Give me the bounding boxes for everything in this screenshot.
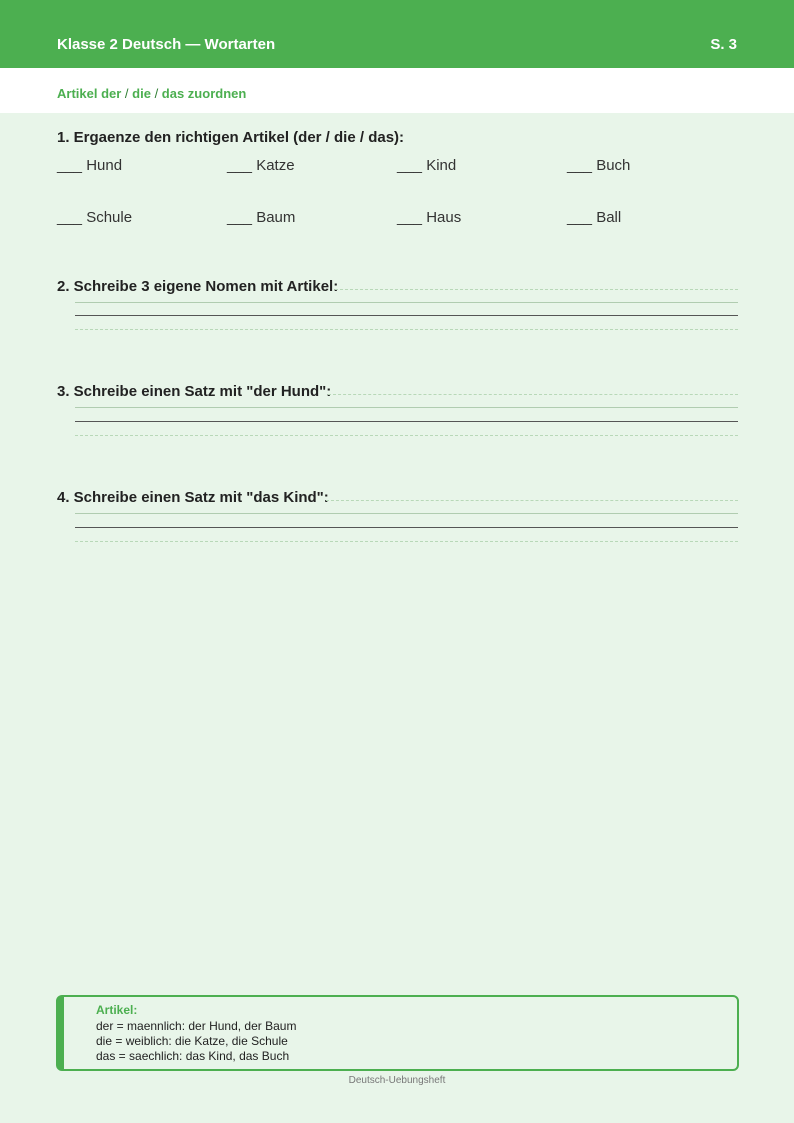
noun-word: Schule — [86, 209, 133, 226]
noun-word: Hund — [86, 157, 123, 174]
exercise-1-question: 1. Ergaenze den richtigen Artikel (der / die / das): — [57, 129, 405, 146]
writing-line-base — [75, 421, 738, 422]
noun-word: Haus — [426, 209, 462, 226]
noun-word: Katze — [256, 157, 295, 174]
writing-line-top — [75, 513, 738, 514]
subtitle-part-das: das zuordnen — [161, 86, 247, 101]
writing-line-bottom — [75, 329, 738, 330]
answer-blank[interactable]: ___ — [567, 157, 593, 174]
page-header — [0, 0, 794, 68]
writing-line-top — [75, 302, 738, 303]
worksheet-subtitle — [57, 86, 246, 101]
subtitle-separator: / — [121, 86, 133, 101]
noun-word: Kind — [426, 157, 457, 174]
noun-word: Baum — [256, 209, 296, 226]
exercise-3-question: 3. Schreibe einen Satz mit "der Hund": — [57, 383, 332, 400]
article-info-box — [56, 995, 739, 1071]
answer-blank[interactable]: ___ — [57, 157, 83, 174]
writing-line-guide — [335, 289, 738, 290]
writing-line-guide — [326, 500, 738, 501]
article-blank-item[interactable] — [227, 157, 295, 174]
subheader-bar — [0, 68, 794, 113]
page-footer: Deutsch-Uebungsheft — [348, 1075, 446, 1086]
info-line-der: der = maennlich: der Hund, der Baum — [96, 1019, 297, 1033]
answer-blank[interactable]: ___ — [567, 209, 593, 226]
answer-blank[interactable]: ___ — [397, 157, 423, 174]
writing-line-base — [75, 315, 738, 316]
info-line-die: die = weiblich: die Katze, die Schule — [96, 1034, 288, 1048]
article-blank-item[interactable] — [57, 157, 122, 174]
page-number: S. 3 — [710, 36, 737, 53]
answer-blank[interactable]: ___ — [397, 209, 423, 226]
writing-line-guide — [328, 394, 738, 395]
answer-blank[interactable]: ___ — [227, 157, 253, 174]
article-blank-item[interactable] — [397, 157, 456, 174]
exercise-4-question: 4. Schreibe einen Satz mit "das Kind": — [57, 489, 329, 506]
subtitle-part-der: Artikel der — [57, 86, 122, 101]
writing-line-bottom — [75, 541, 738, 542]
info-box-title: Artikel: — [96, 1003, 138, 1017]
worksheet-title: Klasse 2 Deutsch — Wortarten — [57, 36, 276, 53]
article-blank-item[interactable] — [567, 157, 630, 174]
article-blank-item[interactable] — [397, 209, 461, 226]
exercise-2-question: 2. Schreibe 3 eigene Nomen mit Artikel: — [57, 278, 339, 295]
subtitle-separator: / — [150, 86, 162, 101]
article-blank-item[interactable] — [567, 209, 621, 226]
info-line-das: das = saechlich: das Kind, das Buch — [96, 1049, 290, 1063]
noun-word: Buch — [596, 157, 631, 174]
writing-line-base — [75, 527, 738, 528]
article-blank-item[interactable] — [227, 209, 295, 226]
article-blank-item[interactable] — [57, 209, 132, 226]
answer-blank[interactable]: ___ — [227, 209, 253, 226]
writing-line-bottom — [75, 435, 738, 436]
noun-word: Ball — [596, 209, 622, 226]
subtitle-part-die: die — [132, 86, 151, 101]
writing-line-top — [75, 407, 738, 408]
answer-blank[interactable]: ___ — [57, 209, 83, 226]
